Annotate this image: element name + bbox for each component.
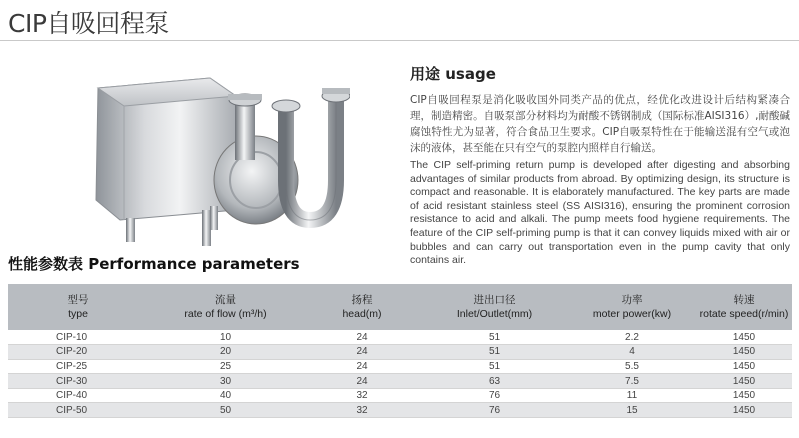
column-header-en: head(m): [342, 308, 382, 320]
cell-head: 24: [303, 359, 421, 374]
cell-power: 5.5: [568, 359, 696, 374]
cell-head: 24: [303, 345, 421, 360]
column-header-inlet-outlet: [421, 284, 568, 330]
cell-power: 4: [568, 345, 696, 360]
table-row: [8, 359, 792, 374]
table-row: [8, 388, 792, 403]
column-header-cn: 进出口径: [473, 294, 516, 306]
cell-power: 7.5: [568, 374, 696, 389]
table-row: [8, 345, 792, 360]
cell-inlet-outlet: 51: [421, 345, 568, 360]
column-header-flow: [148, 284, 303, 330]
column-header-power: [568, 284, 696, 330]
cell-type: CIP-25: [8, 359, 148, 374]
cell-type: CIP-10: [8, 330, 148, 345]
cell-flow: 50: [148, 403, 303, 418]
column-header-en: moter power(kw): [592, 308, 672, 320]
cell-inlet-outlet: 76: [421, 388, 568, 403]
table-header-row: [8, 284, 792, 330]
cell-head: 32: [303, 388, 421, 403]
cell-flow: 40: [148, 388, 303, 403]
column-header-cn: 转速: [733, 294, 755, 306]
cell-power: 2.2: [568, 330, 696, 345]
performance-table: [8, 284, 792, 418]
cell-type: CIP-30: [8, 374, 148, 389]
column-header-cn: 流量: [215, 294, 236, 306]
cell-speed: 1450: [696, 359, 792, 374]
table-row: [8, 374, 792, 389]
column-header-cn: 功率: [621, 294, 643, 306]
column-header-cn: 型号: [67, 294, 89, 306]
cell-head: 24: [303, 330, 421, 345]
cell-type: CIP-40: [8, 388, 148, 403]
cell-type: CIP-50: [8, 403, 148, 418]
usage-heading: 用途 usage: [410, 65, 496, 83]
cell-flow: 25: [148, 359, 303, 374]
column-header-head: [303, 284, 421, 330]
cell-speed: 1450: [696, 388, 792, 403]
cell-flow: 20: [148, 345, 303, 360]
cell-speed: 1450: [696, 330, 792, 345]
cell-speed: 1450: [696, 403, 792, 418]
pump-product-image: [60, 60, 350, 255]
title-divider: [0, 40, 799, 41]
cell-head: 32: [303, 403, 421, 418]
cell-flow: 30: [148, 374, 303, 389]
page-title: CIP自吸回程泵: [8, 9, 169, 38]
column-header-cn: 扬程: [351, 294, 373, 306]
column-header-en: Inlet/Outlet(mm): [456, 308, 533, 320]
usage-text-en: The CIP self-priming return pump is developed after digesting and absorbing advantages of similar products from abroad. By optimizing design, its structure is compact and reasonable. It is elaborately manufactured. The key parts are made of acid resistant stainless steel (SS AISI316), ensuring the prominent corrosion resistance to acid and alkali. The pump meets food hygiene requirements. The feature of the CIP self-priming pump is that it can convey liquids mixed with air or bubbles and can carry out transportation even in the pump cavity that only contains air.: [410, 159, 790, 267]
cell-power: 15: [568, 403, 696, 418]
cell-flow: 10: [148, 330, 303, 345]
table-row: [8, 330, 792, 345]
performance-heading: 性能参数表 Performance parameters: [8, 255, 300, 273]
column-header-en: rotate speed(r/min): [699, 308, 789, 320]
usage-text-cn: CIP自吸回程泵是消化吸收国外同类产品的优点，经优化改进设计后结构紧凑合理，制造精密。自吸泵部分材料均为耐酸不锈钢制成（国际标准AISI316）,耐酸碱腐蚀特性尤为显著，符合食品卫生要求。CIP自吸泵特性在于能输送混有空气或泡沫的液体，甚至能在只有空气的泵腔内照样自行输送。: [410, 94, 790, 154]
cell-power: 11: [568, 388, 696, 403]
column-header-speed: [696, 284, 792, 330]
cell-type: CIP-20: [8, 345, 148, 360]
cell-inlet-outlet: 51: [421, 330, 568, 345]
table-row: [8, 403, 792, 418]
column-header-en: type: [68, 308, 88, 320]
cell-head: 24: [303, 374, 421, 389]
cell-speed: 1450: [696, 345, 792, 360]
cell-inlet-outlet: 63: [421, 374, 568, 389]
cell-inlet-outlet: 51: [421, 359, 568, 374]
cell-speed: 1450: [696, 374, 792, 389]
column-header-type: [8, 284, 148, 330]
column-header-en: rate of flow (m³/h): [184, 308, 267, 320]
cell-inlet-outlet: 76: [421, 403, 568, 418]
